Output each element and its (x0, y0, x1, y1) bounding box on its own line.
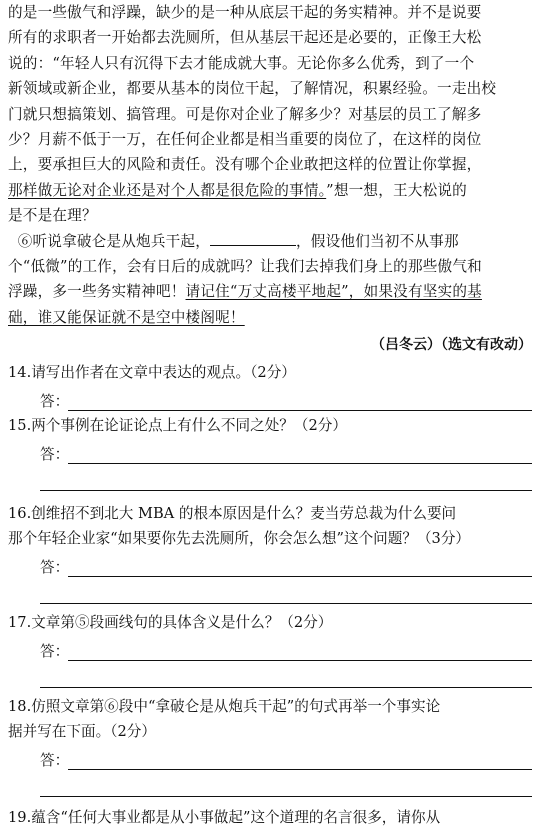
answer-line[interactable] (40, 438, 536, 464)
answer-label: 答： (40, 643, 70, 661)
paragraph-6-line (8, 229, 536, 254)
answer-label: 答： (40, 446, 70, 464)
answer-blank[interactable] (68, 392, 532, 411)
passage-line-underlined (8, 178, 536, 203)
underlined-sentence: 那样做无论对企业还是对个人都是很危险的事情。 (8, 181, 327, 199)
passage-line: 说的：“年轻人只有沉得下去才能成就大事。无论你多么优秀，到了一个 (8, 54, 475, 72)
answer-blank[interactable] (68, 558, 532, 577)
paragraph-6-text: ，假设他们当初不从事那 (296, 232, 459, 250)
passage-line: 是不是在理？ (8, 207, 97, 225)
paragraph-6-start: ⑥听说拿破仑是从炮兵干起， (17, 232, 211, 250)
underlined-sentence: 请记住“万丈高楼平地起”，如果没有坚实的基 (185, 283, 482, 301)
paragraph-6-text: 浮躁，多一些务实精神吧！ (8, 283, 186, 301)
question-19 (8, 805, 536, 830)
paragraph-6-line: 个“低微”的工作，会有日后的成就吗？让我们去掉我们身上的那些傲气和 (8, 257, 482, 275)
paragraph-6-line (8, 279, 536, 304)
passage-line: 上，要承担巨大的风险和责任。没有哪个企业敢把这样的位置让你掌握， (8, 156, 482, 174)
passage-line: 少？月薪不低于一万，在任何企业都是相当重要的岗位了，在这样的岗位 (8, 130, 482, 148)
answer-label: 答： (40, 393, 70, 411)
underlined-sentence: 础，谁又能保证就不是空中楼阁呢！ (8, 308, 245, 326)
answer-line[interactable] (40, 744, 536, 770)
answer-blank[interactable] (68, 642, 532, 661)
question-15 (8, 413, 536, 491)
question-16 (8, 501, 536, 604)
question-text: 据并写在下面。（2分） (8, 723, 156, 741)
source-citation: （吕冬云）（选文有改动） (371, 337, 532, 354)
question-text: 19.蕴含“任何大事业都是从小事做起”这个道理的名言很多，请你从 (8, 809, 441, 827)
passage-line: 新领域或新企业，都要从基本的岗位干起，了解情况，积累经验。一走出校 (8, 80, 497, 98)
question-text: 16.创维招不到北大 MBA 的根本原因是什么？麦当劳总裁为什么要问 (8, 505, 457, 523)
answer-label: 答： (40, 752, 70, 770)
answer-blank[interactable] (40, 770, 532, 797)
answer-line[interactable] (40, 635, 536, 661)
question-18 (8, 694, 536, 797)
answer-blank[interactable] (68, 445, 532, 464)
answer-label: 答： (40, 559, 70, 577)
answer-line[interactable] (40, 551, 536, 577)
passage-text: ”想一想，王大松说的 (326, 181, 467, 199)
answer-blank[interactable] (40, 577, 532, 604)
answer-blank[interactable] (68, 751, 532, 770)
passage-line: 的是一些傲气和浮躁，缺少的是一种从底层干起的务实精神。并不是说要 (8, 4, 482, 21)
question-text: 那个年轻企业家“如果要你先去洗厕所，你会怎么想”这个问题？（3分） (8, 530, 471, 548)
fill-in-blank[interactable] (210, 231, 296, 246)
passage-line: 门就只想搞策划、搞管理。可是你对企业了解多少？对基层的员工了解多 (8, 105, 482, 123)
paragraph-6-line (8, 305, 536, 330)
question-text: 15.两个事例在论证论点上有什么不同之处？（2分） (8, 417, 347, 435)
question-17 (8, 610, 536, 688)
question-text: 14.请写出作者在文章中表达的观点。（2分） (8, 364, 296, 382)
question-text: 18.仿照文章第⑥段中“拿破仑是从炮兵干起”的句式再举一个事实论 (8, 698, 441, 716)
passage-line: 所有的求职者一开始都去洗厕所，但从基层干起还是必要的，正像王大松 (8, 29, 482, 47)
answer-blank[interactable] (40, 661, 532, 688)
answer-blank[interactable] (40, 464, 532, 491)
question-text: 17.文章第⑤段画线句的具体含义是什么？（2分） (8, 614, 333, 632)
passage (8, 0, 536, 356)
answer-line[interactable] (40, 385, 536, 411)
question-14 (8, 360, 536, 411)
